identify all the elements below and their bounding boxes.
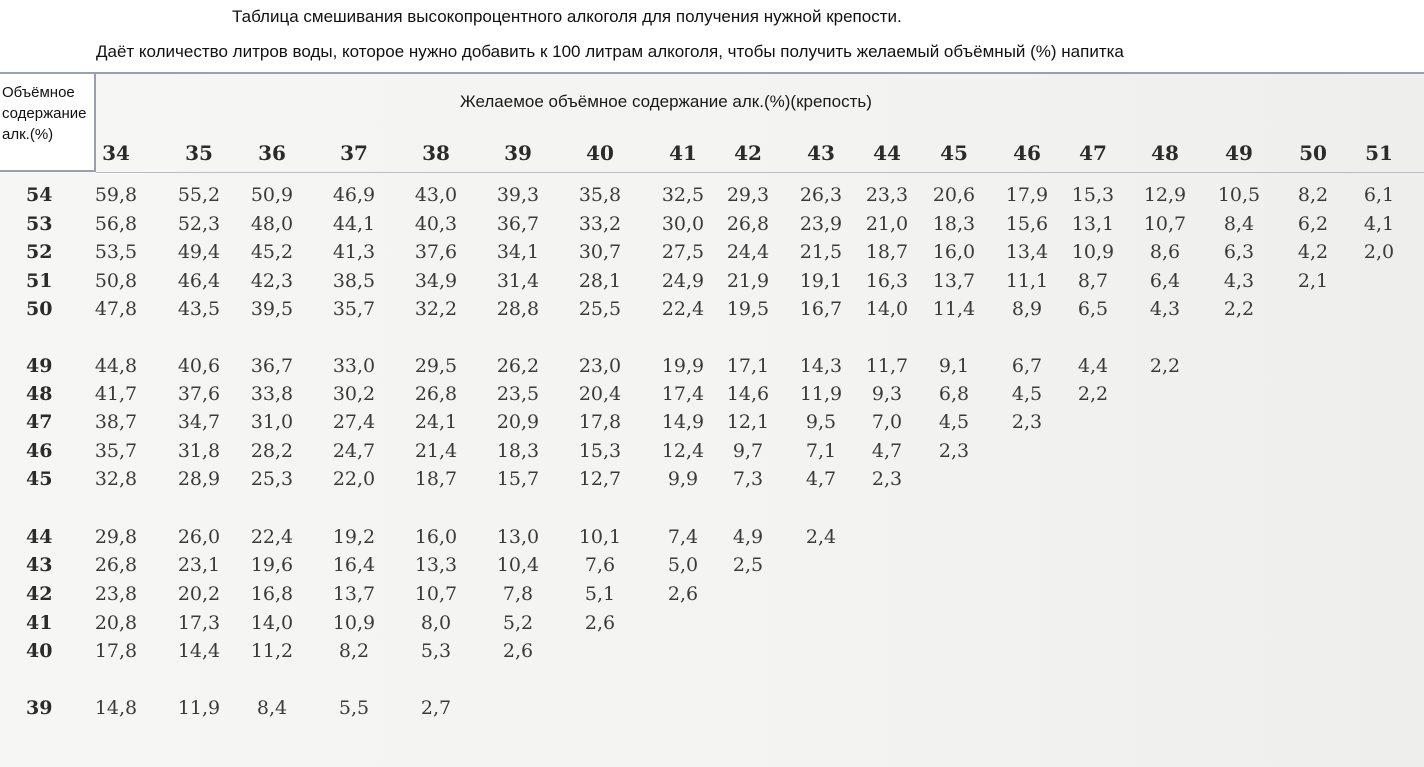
table-cell: 40,3 xyxy=(414,213,458,235)
column-header: 34 xyxy=(102,141,130,165)
table-cell: 9,1 xyxy=(938,355,970,377)
table-cell: 4,5 xyxy=(938,411,970,433)
table-cell: 35,8 xyxy=(578,184,622,206)
table-cell: 19,9 xyxy=(661,355,705,377)
table-cell: 35,7 xyxy=(94,440,138,462)
table-cell: 15,6 xyxy=(1005,213,1049,235)
column-header: 39 xyxy=(504,141,532,165)
table-cell: 11,9 xyxy=(177,697,221,719)
table-cell: 14,8 xyxy=(94,697,138,719)
table-cell: 19,6 xyxy=(250,554,294,576)
table-cell: 38,7 xyxy=(94,411,138,433)
table-cell: 15,7 xyxy=(496,468,540,490)
table-cell: 12,4 xyxy=(661,440,705,462)
column-header: 38 xyxy=(422,141,450,165)
table-cell: 6,2 xyxy=(1297,213,1329,235)
table-cell: 37,6 xyxy=(177,383,221,405)
table-cell: 5,5 xyxy=(338,697,370,719)
table-cell: 23,1 xyxy=(177,554,221,576)
row-label: 45 xyxy=(26,468,53,490)
table-cell: 8,4 xyxy=(256,697,288,719)
table-cell: 43,5 xyxy=(177,298,221,320)
table-cell: 14,0 xyxy=(250,612,294,634)
table-cell: 28,2 xyxy=(250,440,294,462)
table-cell: 4,3 xyxy=(1223,270,1255,292)
column-header: 44 xyxy=(873,141,901,165)
row-label: 47 xyxy=(26,411,53,433)
table-cell: 40,6 xyxy=(177,355,221,377)
table-cell: 33,0 xyxy=(332,355,376,377)
table-cell: 6,7 xyxy=(1011,355,1043,377)
table-cell: 27,4 xyxy=(332,411,376,433)
table-cell: 39,3 xyxy=(496,184,540,206)
table-cell: 26,8 xyxy=(414,383,458,405)
table-cell: 15,3 xyxy=(578,440,622,462)
row-label: 39 xyxy=(26,697,53,719)
table-cell: 29,8 xyxy=(94,526,138,548)
table-cell: 52,3 xyxy=(177,213,221,235)
table-cell: 2,3 xyxy=(1011,411,1043,433)
table-cell: 46,9 xyxy=(332,184,376,206)
table-cell: 7,0 xyxy=(871,411,903,433)
table-cell: 41,7 xyxy=(94,383,138,405)
table-cell: 48,0 xyxy=(250,213,294,235)
table-cell: 2,3 xyxy=(871,468,903,490)
table-cell: 33,2 xyxy=(578,213,622,235)
table-cell: 9,7 xyxy=(732,440,764,462)
table-cell: 34,7 xyxy=(177,411,221,433)
table-cell: 21,0 xyxy=(865,213,909,235)
table-cell: 10,9 xyxy=(1071,241,1115,263)
column-header: 41 xyxy=(669,141,697,165)
table-cell: 31,4 xyxy=(496,270,540,292)
table-cell: 2,5 xyxy=(732,554,764,576)
table-cell: 2,1 xyxy=(1297,270,1329,292)
table-cell: 16,0 xyxy=(932,241,976,263)
table-cell: 2,6 xyxy=(667,583,699,605)
table-cell: 47,8 xyxy=(94,298,138,320)
row-header-line: Объёмное xyxy=(2,84,75,101)
table-cell: 20,6 xyxy=(932,184,976,206)
table-cell: 9,3 xyxy=(871,383,903,405)
table-cell: 45,2 xyxy=(250,241,294,263)
table-cell: 6,5 xyxy=(1077,298,1109,320)
table-cell: 37,6 xyxy=(414,241,458,263)
table-cell: 28,9 xyxy=(177,468,221,490)
table-cell: 32,5 xyxy=(661,184,705,206)
table-cell: 21,4 xyxy=(414,440,458,462)
table-cell: 34,1 xyxy=(496,241,540,263)
table-cell: 22,4 xyxy=(250,526,294,548)
table-cell: 5,2 xyxy=(502,612,534,634)
table-cell: 5,3 xyxy=(420,640,452,662)
table-cell: 17,1 xyxy=(726,355,770,377)
table-cell: 11,2 xyxy=(250,640,294,662)
column-header: 37 xyxy=(340,141,368,165)
column-header: 50 xyxy=(1299,141,1327,165)
table-cell: 26,2 xyxy=(496,355,540,377)
table-cell: 21,5 xyxy=(799,241,843,263)
table-cell: 32,8 xyxy=(94,468,138,490)
table-cell: 19,5 xyxy=(726,298,770,320)
column-header: 45 xyxy=(940,141,968,165)
table-cell: 8,4 xyxy=(1223,213,1255,235)
table-cell: 4,3 xyxy=(1149,298,1181,320)
table-cell: 34,9 xyxy=(414,270,458,292)
table-cell: 16,3 xyxy=(865,270,909,292)
column-header: 48 xyxy=(1151,141,1179,165)
table-cell: 17,4 xyxy=(661,383,705,405)
table-cell: 10,7 xyxy=(1143,213,1187,235)
row-header-label xyxy=(0,74,96,172)
table-cell: 2,2 xyxy=(1223,298,1255,320)
table-cell: 8,6 xyxy=(1149,241,1181,263)
table-cell: 21,9 xyxy=(726,270,770,292)
column-header: 46 xyxy=(1013,141,1041,165)
table-cell: 16,8 xyxy=(250,583,294,605)
table-cell: 6,4 xyxy=(1149,270,1181,292)
row-header-line: содержание xyxy=(2,105,87,122)
table-cell: 30,7 xyxy=(578,241,622,263)
table-cell: 2,3 xyxy=(938,440,970,462)
table-cell: 12,7 xyxy=(578,468,622,490)
table-cell: 8,2 xyxy=(1297,184,1329,206)
table-cell: 6,1 xyxy=(1363,184,1395,206)
table-cell: 22,4 xyxy=(661,298,705,320)
table-cell: 36,7 xyxy=(250,355,294,377)
table-cell: 30,0 xyxy=(661,213,705,235)
table-cell: 2,7 xyxy=(420,697,452,719)
table-cell: 35,7 xyxy=(332,298,376,320)
table-cell: 14,3 xyxy=(799,355,843,377)
table-cell: 50,8 xyxy=(94,270,138,292)
table-cell: 24,1 xyxy=(414,411,458,433)
table-cell: 10,1 xyxy=(578,526,622,548)
table-cell: 16,7 xyxy=(799,298,843,320)
table-cell: 8,9 xyxy=(1011,298,1043,320)
table-cell: 8,7 xyxy=(1077,270,1109,292)
table-cell: 23,3 xyxy=(865,184,909,206)
table-cell: 55,2 xyxy=(177,184,221,206)
table-cell: 8,2 xyxy=(338,640,370,662)
table-cell: 10,7 xyxy=(414,583,458,605)
table-cell: 17,8 xyxy=(578,411,622,433)
table-cell: 2,6 xyxy=(502,640,534,662)
table-cell: 23,8 xyxy=(94,583,138,605)
row-label: 48 xyxy=(26,383,53,405)
table-cell: 13,1 xyxy=(1071,213,1115,235)
table-cell: 12,1 xyxy=(726,411,770,433)
table-cell: 17,3 xyxy=(177,612,221,634)
table-cell: 2,4 xyxy=(805,526,837,548)
table-cell: 10,9 xyxy=(332,612,376,634)
row-label: 49 xyxy=(26,355,53,377)
table-cell: 12,9 xyxy=(1143,184,1187,206)
table-cell: 10,5 xyxy=(1217,184,1261,206)
table-cell: 23,5 xyxy=(496,383,540,405)
table-cell: 13,7 xyxy=(332,583,376,605)
table-cell: 18,3 xyxy=(496,440,540,462)
table-cell: 38,5 xyxy=(332,270,376,292)
header-divider xyxy=(96,172,1424,173)
table-cell: 26,3 xyxy=(799,184,843,206)
table-cell: 6,3 xyxy=(1223,241,1255,263)
table-cell: 46,4 xyxy=(177,270,221,292)
table-cell: 24,9 xyxy=(661,270,705,292)
table-cell: 11,4 xyxy=(932,298,976,320)
column-header: 40 xyxy=(586,141,614,165)
row-label: 53 xyxy=(26,213,53,235)
table-cell: 27,5 xyxy=(661,241,705,263)
table-cell: 44,1 xyxy=(332,213,376,235)
table-subtitle: Даёт количество литров воды, которое нужно добавить к 100 литрам алкоголя, чтобы получить желаемый объёмный (%) напитка xyxy=(96,42,1124,61)
table-cell: 49,4 xyxy=(177,241,221,263)
row-label: 42 xyxy=(26,583,53,605)
table-cell: 11,9 xyxy=(799,383,843,405)
table-cell: 7,1 xyxy=(805,440,837,462)
table-cell: 13,7 xyxy=(932,270,976,292)
table-cell: 7,3 xyxy=(732,468,764,490)
table-cell: 44,8 xyxy=(94,355,138,377)
row-header-line: алк.(%) xyxy=(2,126,54,143)
table-cell: 2,2 xyxy=(1149,355,1181,377)
table-cell: 17,9 xyxy=(1005,184,1049,206)
table-cell: 20,2 xyxy=(177,583,221,605)
table-cell: 59,8 xyxy=(94,184,138,206)
table-cell: 19,2 xyxy=(332,526,376,548)
table-cell: 4,4 xyxy=(1077,355,1109,377)
table-cell: 16,4 xyxy=(332,554,376,576)
table-cell: 13,3 xyxy=(414,554,458,576)
table-cell: 31,8 xyxy=(177,440,221,462)
table-cell: 2,6 xyxy=(584,612,616,634)
table-cell: 14,9 xyxy=(661,411,705,433)
table-cell: 25,5 xyxy=(578,298,622,320)
column-header: 51 xyxy=(1365,141,1393,165)
table-cell: 14,4 xyxy=(177,640,221,662)
table-cell: 29,3 xyxy=(726,184,770,206)
table-cell: 4,5 xyxy=(1011,383,1043,405)
table-cell: 50,9 xyxy=(250,184,294,206)
table-cell: 6,8 xyxy=(938,383,970,405)
table-cell: 32,2 xyxy=(414,298,458,320)
table-cell: 10,4 xyxy=(496,554,540,576)
table-cell: 31,0 xyxy=(250,411,294,433)
table-cell: 17,8 xyxy=(94,640,138,662)
table-cell: 39,5 xyxy=(250,298,294,320)
title-block xyxy=(0,0,1424,72)
table-cell: 20,4 xyxy=(578,383,622,405)
table-cell: 36,7 xyxy=(496,213,540,235)
column-header: 47 xyxy=(1079,141,1107,165)
table-cell: 13,4 xyxy=(1005,241,1049,263)
table-cell: 4,7 xyxy=(871,440,903,462)
table-cell: 4,7 xyxy=(805,468,837,490)
column-header: 36 xyxy=(258,141,286,165)
table-cell: 4,1 xyxy=(1363,213,1395,235)
table-cell: 43,0 xyxy=(414,184,458,206)
table-cell: 11,1 xyxy=(1005,270,1049,292)
table-cell: 9,9 xyxy=(667,468,699,490)
table-cell: 26,8 xyxy=(94,554,138,576)
table-cell: 16,0 xyxy=(414,526,458,548)
table-cell: 19,1 xyxy=(799,270,843,292)
table-cell: 2,0 xyxy=(1363,241,1395,263)
table-cell: 29,5 xyxy=(414,355,458,377)
column-header-title: Желаемое объёмное содержание алк.(%)(крепость) xyxy=(460,92,872,111)
table-cell: 8,0 xyxy=(420,612,452,634)
column-header: 49 xyxy=(1225,141,1253,165)
table-cell: 18,3 xyxy=(932,213,976,235)
table-cell: 9,5 xyxy=(805,411,837,433)
table-cell: 42,3 xyxy=(250,270,294,292)
table-cell: 5,1 xyxy=(584,583,616,605)
table-cell: 2,2 xyxy=(1077,383,1109,405)
table-cell: 33,8 xyxy=(250,383,294,405)
table-cell: 4,9 xyxy=(732,526,764,548)
row-label: 40 xyxy=(26,640,53,662)
table-cell: 41,3 xyxy=(332,241,376,263)
table-cell: 7,4 xyxy=(667,526,699,548)
row-label: 44 xyxy=(26,526,53,548)
table-cell: 56,8 xyxy=(94,213,138,235)
table-cell: 53,5 xyxy=(94,241,138,263)
table-cell: 26,0 xyxy=(177,526,221,548)
column-header: 43 xyxy=(807,141,835,165)
table-cell: 18,7 xyxy=(865,241,909,263)
table-cell: 22,0 xyxy=(332,468,376,490)
table-cell: 25,3 xyxy=(250,468,294,490)
table-cell: 4,2 xyxy=(1297,241,1329,263)
table-cell: 7,8 xyxy=(502,583,534,605)
row-label: 52 xyxy=(26,241,53,263)
row-label: 43 xyxy=(26,554,53,576)
table-cell: 28,1 xyxy=(578,270,622,292)
row-label: 54 xyxy=(26,184,53,206)
table-cell: 20,9 xyxy=(496,411,540,433)
title-divider xyxy=(0,72,1424,74)
table-cell: 14,0 xyxy=(865,298,909,320)
table-cell: 7,6 xyxy=(584,554,616,576)
table-cell: 24,4 xyxy=(726,241,770,263)
table-cell: 23,9 xyxy=(799,213,843,235)
column-header: 42 xyxy=(734,141,762,165)
table-cell: 30,2 xyxy=(332,383,376,405)
table-cell: 24,7 xyxy=(332,440,376,462)
row-label: 46 xyxy=(26,440,53,462)
row-label: 50 xyxy=(26,298,53,320)
row-label: 51 xyxy=(26,270,53,292)
table-cell: 26,8 xyxy=(726,213,770,235)
table-cell: 15,3 xyxy=(1071,184,1115,206)
table-cell: 28,8 xyxy=(496,298,540,320)
column-header: 35 xyxy=(185,141,213,165)
table-cell: 14,6 xyxy=(726,383,770,405)
table-cell: 23,0 xyxy=(578,355,622,377)
table-cell: 11,7 xyxy=(865,355,909,377)
table-title: Таблица смешивания высокопроцентного алкоголя для получения нужной крепости. xyxy=(232,7,902,26)
table-cell: 18,7 xyxy=(414,468,458,490)
table-cell: 5,0 xyxy=(667,554,699,576)
table-cell: 20,8 xyxy=(94,612,138,634)
row-label: 41 xyxy=(26,612,53,634)
table-cell: 13,0 xyxy=(496,526,540,548)
